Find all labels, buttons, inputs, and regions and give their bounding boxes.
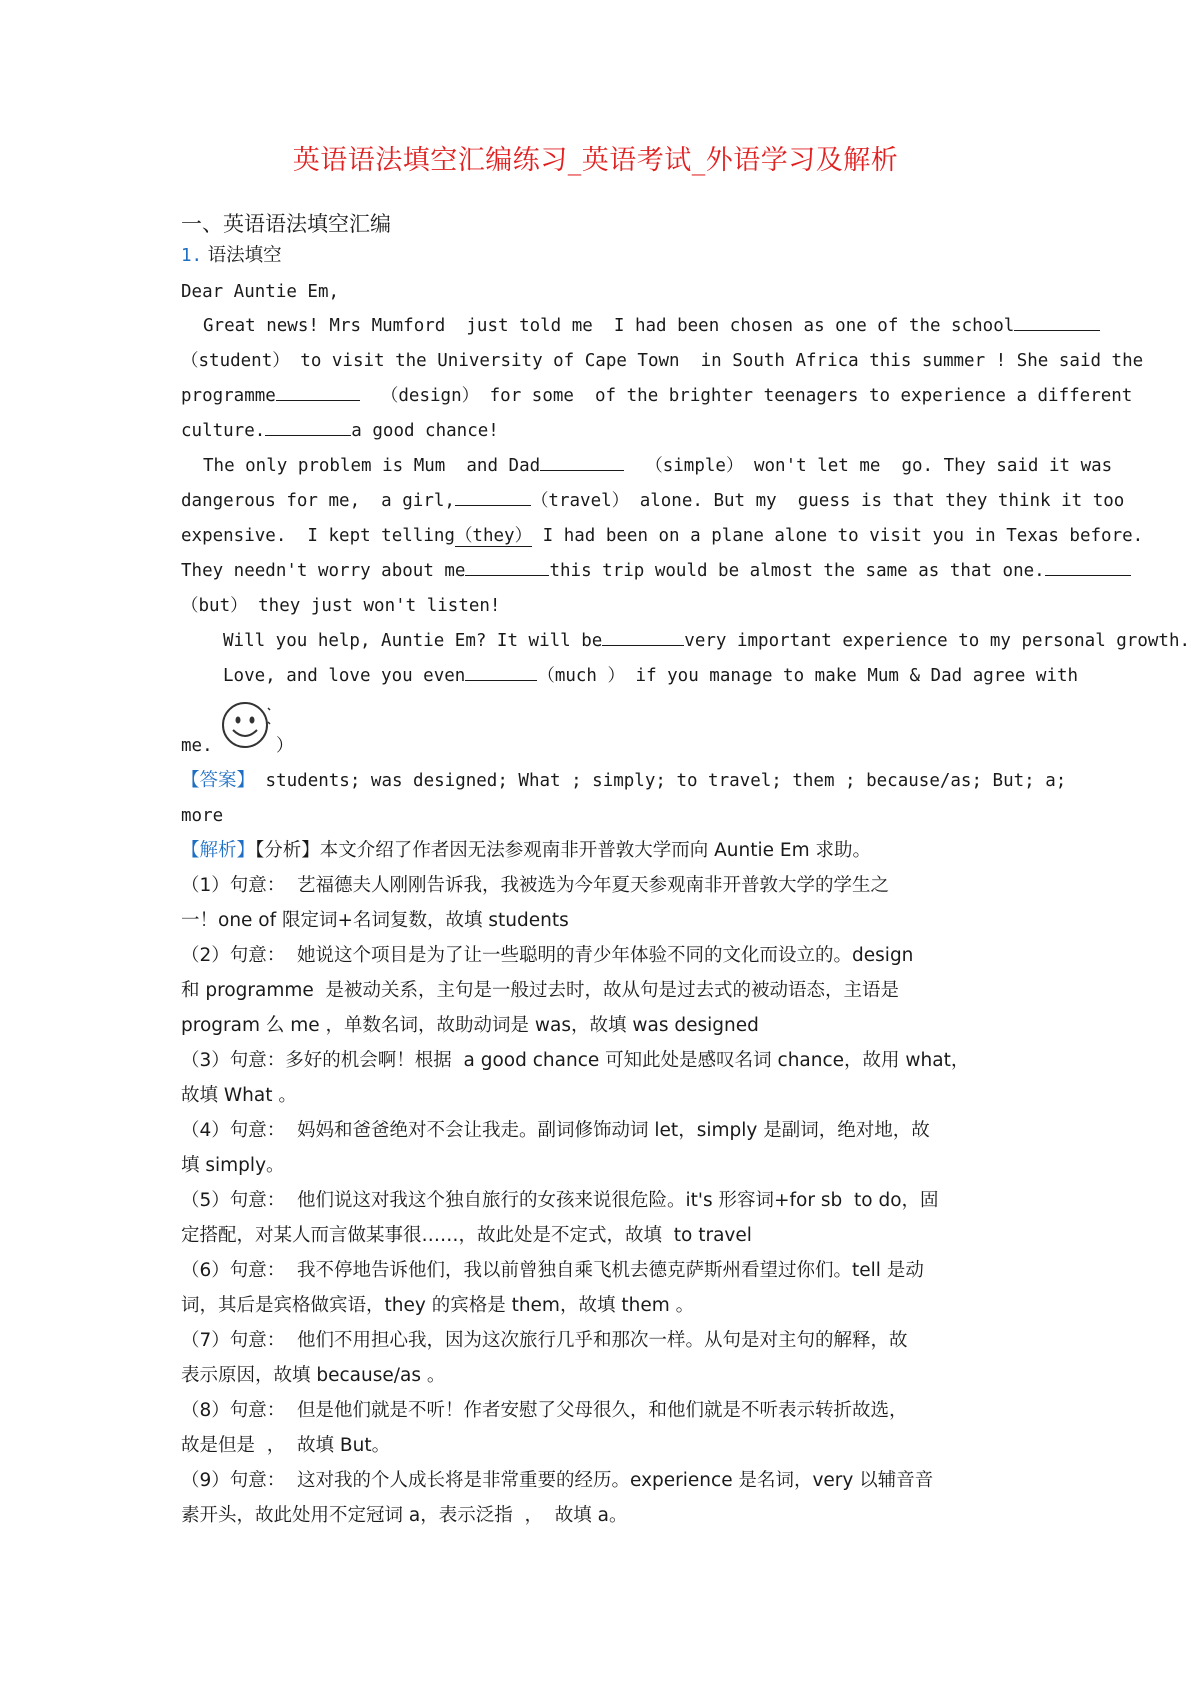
analysis-line: 故填 What 。 <box>181 1085 297 1106</box>
letter-text: Will you help, Auntie Em? It will be <box>223 631 603 651</box>
letter-line: （student） to visit the University of Cape Town in South Africa this summer ! She said the <box>181 351 1144 371</box>
analysis-line: 故是但是 ， 故填 But。 <box>181 1435 391 1456</box>
analysis-line: 定搭配，对某人而言做某事很……，故此处是不定式，故填 to travel <box>181 1225 752 1246</box>
letter-line <box>223 629 1190 653</box>
analysis-line: 填 simply。 <box>181 1155 285 1176</box>
analysis-line: 和 programme 是被动关系，主句是一般过去时，故从句是过去式的被动语态，主语是 <box>181 980 900 1001</box>
letter-line <box>203 314 1100 338</box>
answer-blank <box>540 454 624 471</box>
letter-text: Love, and love you even <box>223 666 466 686</box>
analysis-line: （7）句意： 他们不用担心我，因为这次旅行几乎和那次一样。从句是对主句的解释，故 <box>181 1330 908 1351</box>
letter-line <box>223 664 1078 688</box>
analysis-line: program 么 me ，单数名词，故助动词是 was，故填 was designed <box>181 1015 759 1036</box>
letter-text: culture. <box>181 421 266 441</box>
answer-blank <box>276 384 360 401</box>
salutation: Dear Auntie Em, <box>181 282 340 302</box>
letter-line <box>181 384 1132 408</box>
page-title: 英语语法填空汇编练习_英语考试_外语学习及解析 <box>292 145 899 176</box>
answer-blank <box>1014 314 1100 331</box>
letter-line: （but） they just won't listen! <box>181 596 501 616</box>
letter-text: dangerous for me, a girl, <box>181 491 455 511</box>
question-header <box>181 244 282 268</box>
letter-text: programme <box>181 386 276 406</box>
letter-text: expensive. I kept telling <box>181 526 455 546</box>
letter-text: （simple） won't let me go. They said it was <box>645 456 1113 476</box>
analysis-line: 一！one of 限定词+名词复数，故填 students <box>181 910 569 931</box>
answer-blank <box>265 419 351 436</box>
analysis-label: 【解析】 <box>181 840 256 861</box>
analysis-line: 表示原因，故填 because/as 。 <box>181 1365 446 1386</box>
letter-line <box>181 524 1143 548</box>
answer-line <box>181 769 1066 793</box>
letter-text: this trip would be almost the same as that one. <box>549 561 1045 581</box>
letter-text: （travel） alone. But my guess is that they think it too <box>530 491 1125 511</box>
answer-blank <box>465 664 537 681</box>
analysis-line: （6）句意： 我不停地告诉他们，我以前曾独自乘飞机去德克萨斯州看望过你们。tell 是动 <box>181 1260 924 1281</box>
analysis-line: （9）句意： 这对我的个人成长将是非常重要的经历。experience 是名词，very 以辅音音 <box>181 1470 934 1491</box>
letter-text: They needn't worry about me <box>181 561 466 581</box>
letter-text: The only problem is Mum and Dad <box>203 456 541 476</box>
letter-text: （design） for some of the brighter teenagers to experience a different <box>359 386 1133 406</box>
letter-line: ） <box>276 736 294 756</box>
answer-blank <box>602 629 684 646</box>
letter-line <box>181 489 1124 513</box>
analysis-intro: 【分析】本文介绍了作者因无法参观南非开普敦大学而向 Auntie Em 求助。 <box>255 840 872 861</box>
answer-blank: （they） <box>454 526 533 546</box>
answer-blank <box>455 489 531 506</box>
letter-text: （much ） if you manage to make Mum & Dad agree with <box>537 666 1079 686</box>
answer-label: 【答案】 <box>181 770 256 791</box>
answer-blank <box>1045 559 1131 576</box>
letter-line <box>203 454 1112 478</box>
analysis-line: （4）句意： 妈妈和爸爸绝对不会让我走。副词修饰动词 let，simply 是副词，绝对地，故 <box>181 1120 930 1141</box>
letter-line: me. <box>181 736 213 756</box>
answer-text: students; was designed; What ; simply; to travel; them ; because/as; But; a; <box>255 771 1067 791</box>
letter-line <box>181 419 499 443</box>
section-heading: 一、英语语法填空汇编 <box>181 212 391 236</box>
analysis-line: （2）句意： 她说这个项目是为了让一些聪明的青少年体验不同的文化而设立的。design <box>181 945 914 966</box>
question-label: 语法填空 <box>207 245 282 266</box>
letter-text: Great news! Mrs Mumford just told me I had been chosen as one of the school <box>203 316 1015 336</box>
letter-line <box>181 559 1131 583</box>
answer-line: more <box>181 806 224 826</box>
analysis-line <box>181 839 871 863</box>
letter-text: very important experience to my personal growth. <box>684 631 1191 651</box>
analysis-line: （8）句意： 但是他们就是不听！作者安慰了父母很久，和他们就是不听表示转折故选， <box>181 1400 908 1421</box>
analysis-line: （1）句意： 艺福德夫人刚刚告诉我，我被选为今年夏天参观南非开普敦大学的学生之 <box>181 875 890 896</box>
smiley-face-icon <box>220 700 274 754</box>
analysis-line: （5）句意： 他们说这对我这个独自旅行的女孩来说很危险。it's 形容词+for sb to do，固 <box>181 1190 939 1211</box>
letter-text: I had been on a plane alone to visit you in Texas before. <box>532 526 1144 546</box>
analysis-line: 词，其后是宾格做宾语，they 的宾格是 them，故填 them 。 <box>181 1295 695 1316</box>
letter-text: a good chance! <box>351 421 499 441</box>
question-number: 1. <box>181 246 203 266</box>
analysis-line: 素开头，故此处用不定冠词 a，表示泛指 ， 故填 a。 <box>181 1505 628 1526</box>
analysis-line: （3）句意：多好的机会啊！根据 a good chance 可知此处是感叹名词 chance，故用 what， <box>181 1050 970 1071</box>
answer-blank <box>465 559 549 576</box>
